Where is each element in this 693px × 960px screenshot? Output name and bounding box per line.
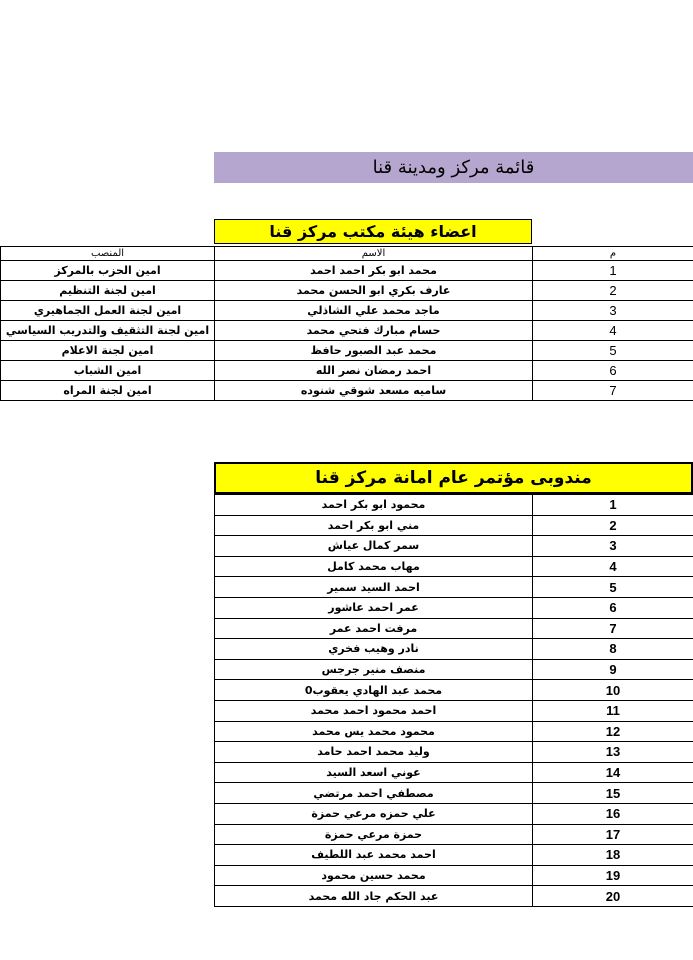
name-cell: عبد الحكم جاد الله محمد xyxy=(215,886,533,907)
number-cell: 20 xyxy=(533,886,693,907)
number-column-header: م xyxy=(533,247,693,261)
name-cell: ساميه مسعد شوقي شنوده xyxy=(215,381,533,401)
number-cell: 5 xyxy=(533,577,693,598)
number-cell: 8 xyxy=(533,639,693,660)
table-row xyxy=(215,495,693,516)
number-cell: 17 xyxy=(533,824,693,845)
table-row xyxy=(215,515,693,536)
table-row xyxy=(215,721,693,742)
name-cell: عارف بكري ابو الحسن محمد xyxy=(215,281,533,301)
table-row xyxy=(1,381,693,401)
name-cell: احمد محمود احمد محمد xyxy=(215,700,533,721)
number-cell: 7 xyxy=(533,618,693,639)
name-cell: منصف منير جرجس xyxy=(215,659,533,680)
table-row xyxy=(215,700,693,721)
name-cell: حسام مبارك فتحي محمد xyxy=(215,321,533,341)
table-row xyxy=(215,536,693,557)
name-cell: علي حمزه مرعي حمزة xyxy=(215,803,533,824)
table-row xyxy=(215,556,693,577)
number-cell: 12 xyxy=(533,721,693,742)
number-cell: 9 xyxy=(533,659,693,680)
number-cell: 3 xyxy=(533,301,693,321)
conference-table-title: مندوبى مؤتمر عام امانة مركز قنا xyxy=(214,462,693,494)
table-row xyxy=(215,742,693,763)
number-cell: 18 xyxy=(533,845,693,866)
number-cell: 6 xyxy=(533,361,693,381)
number-cell: 3 xyxy=(533,536,693,557)
page-title: قائمة مركز ومدينة قنا xyxy=(214,152,693,183)
table-row xyxy=(215,597,693,618)
office-table-title: اعضاء هيئة مكتب مركز قنا xyxy=(214,219,532,244)
table-row xyxy=(1,361,693,381)
table-row xyxy=(1,301,693,321)
table-row xyxy=(215,845,693,866)
table-row xyxy=(1,321,693,341)
table-row xyxy=(1,341,693,361)
table-row xyxy=(215,886,693,907)
number-cell: 4 xyxy=(533,321,693,341)
name-cell: مصطفي احمد مرتضي xyxy=(215,783,533,804)
position-cell: امين لجنة التثقيف والتدريب السياسي xyxy=(1,321,215,341)
name-cell: ماجد محمد علي الشاذلي xyxy=(215,301,533,321)
conference-delegates-table xyxy=(214,494,693,907)
number-cell: 7 xyxy=(533,381,693,401)
table-row xyxy=(215,577,693,598)
name-cell: احمد السيد سمير xyxy=(215,577,533,598)
number-cell: 11 xyxy=(533,700,693,721)
name-cell: وليد محمد احمد حامد xyxy=(215,742,533,763)
table-row xyxy=(215,824,693,845)
name-cell: نادر وهيب فخري xyxy=(215,639,533,660)
position-column-header: المنصب xyxy=(1,247,215,261)
office-table-header-row xyxy=(1,247,693,261)
table-row xyxy=(215,680,693,701)
number-cell: 5 xyxy=(533,341,693,361)
position-cell: امين الشباب xyxy=(1,361,215,381)
number-cell: 2 xyxy=(533,281,693,301)
number-cell: 16 xyxy=(533,803,693,824)
table-row xyxy=(215,639,693,660)
name-cell: مرفت احمد عمر xyxy=(215,618,533,639)
table-row xyxy=(215,618,693,639)
name-cell: حمزة مرعي حمزة xyxy=(215,824,533,845)
name-cell: سمر كمال عياش xyxy=(215,536,533,557)
name-cell: محمد عبد الصبور حافظ xyxy=(215,341,533,361)
name-cell: احمد رمضان نصر الله xyxy=(215,361,533,381)
number-cell: 14 xyxy=(533,762,693,783)
name-cell: عوني اسعد السيد xyxy=(215,762,533,783)
table-row xyxy=(215,659,693,680)
number-cell: 4 xyxy=(533,556,693,577)
name-cell: احمد محمد عبد اللطيف xyxy=(215,845,533,866)
table-row xyxy=(215,783,693,804)
name-cell: محمود محمد يس محمد xyxy=(215,721,533,742)
table-row xyxy=(215,762,693,783)
number-cell: 13 xyxy=(533,742,693,763)
number-cell: 19 xyxy=(533,865,693,886)
table-row xyxy=(1,281,693,301)
position-cell: امين الحزب بالمركز xyxy=(1,261,215,281)
number-cell: 6 xyxy=(533,597,693,618)
table-row xyxy=(1,261,693,281)
number-cell: 1 xyxy=(533,495,693,516)
number-cell: 15 xyxy=(533,783,693,804)
name-cell: محمد ابو بكر احمد احمد xyxy=(215,261,533,281)
name-cell: مني ابو بكر احمد xyxy=(215,515,533,536)
table-row xyxy=(215,803,693,824)
number-cell: 2 xyxy=(533,515,693,536)
position-cell: امين لجنة العمل الجماهيري xyxy=(1,301,215,321)
office-members-table xyxy=(0,246,693,401)
name-cell: عمر احمد عاشور xyxy=(215,597,533,618)
position-cell: امين لجنة الاعلام xyxy=(1,341,215,361)
name-cell: محمد حسين محمود xyxy=(215,865,533,886)
number-cell: 10 xyxy=(533,680,693,701)
number-cell: 1 xyxy=(533,261,693,281)
name-cell: محمد عبد الهادي يعقوب0 xyxy=(215,680,533,701)
name-column-header: الاسم xyxy=(215,247,533,261)
position-cell: امين لجنة التنظيم xyxy=(1,281,215,301)
name-cell: محمود ابو بكر احمد xyxy=(215,495,533,516)
position-cell: امين لجنة المراه xyxy=(1,381,215,401)
table-row xyxy=(215,865,693,886)
name-cell: مهاب محمد كامل xyxy=(215,556,533,577)
